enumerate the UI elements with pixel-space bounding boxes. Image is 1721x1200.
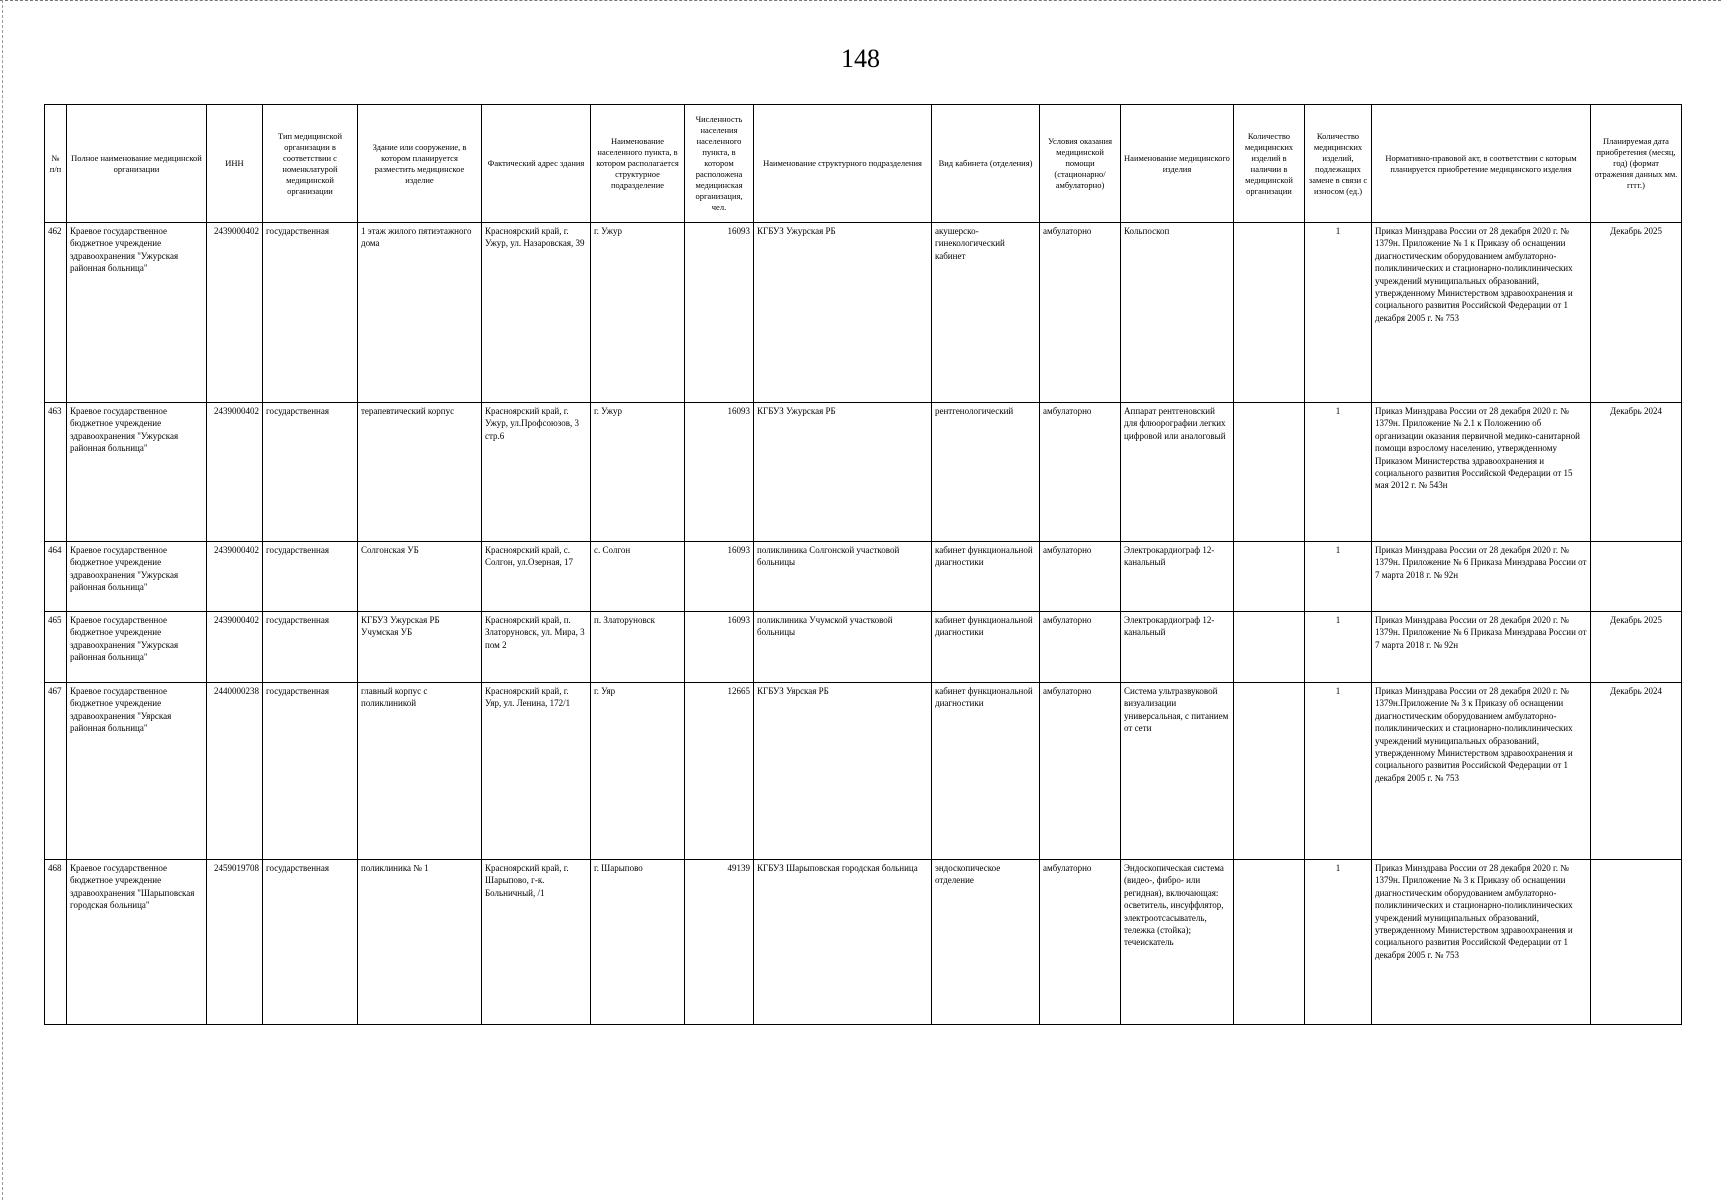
device-name: Электрокардиограф 12-канальный <box>1121 542 1234 612</box>
replace-count: 1 <box>1305 683 1372 860</box>
population: 16093 <box>685 223 754 403</box>
locality: г. Уяр <box>591 683 685 860</box>
header-cell: Здание или сооружение, в котором планируется разместить медицинское изделие <box>358 105 482 223</box>
org-type: государственная <box>263 860 358 1025</box>
table-row <box>45 683 1682 860</box>
header-cell: Полное наименование медицинской организации <box>67 105 207 223</box>
header-cell: ИНН <box>207 105 263 223</box>
header-cell: Планируемая дата приобретения (месяц, год) (формат отражения данных мм. гггг.) <box>1591 105 1682 223</box>
in-stock-count <box>1234 683 1305 860</box>
building: поликлиника № 1 <box>358 860 482 1025</box>
replace-count: 1 <box>1305 612 1372 683</box>
planned-date: Декабрь 2025 <box>1591 612 1682 683</box>
building: КГБУЗ Ужурская РБ Учумская УБ <box>358 612 482 683</box>
legal-act: Приказ Минздрава России от 28 декабря 2020 г. № 1379н.Приложение № 3 к Приказу об оснащении диагностическим оборудованием амбулаторно-поликлинических и стационарно-поликлинических учреждений муниципальных образований, утвержденному Министерством здравоохранения и социального развития Российской Федерации от 1 декабря 2005 г. № 753 <box>1372 683 1591 860</box>
replace-count: 1 <box>1305 542 1372 612</box>
locality: г. Ужур <box>591 223 685 403</box>
org-name: Краевое государственное бюджетное учреждение здравоохранения "Ужурская районная больница" <box>67 403 207 542</box>
header-cell: № п/п <box>45 105 67 223</box>
legal-act: Приказ Минздрава России от 28 декабря 2020 г. № 1379н. Приложение № 6 Приказа Минздрава России от 7 марта 2018 г. № 92н <box>1372 612 1591 683</box>
address: Красноярский край, с. Солгон, ул.Озерная, 17 <box>482 542 591 612</box>
cabinet-type: рентгенологический <box>932 403 1040 542</box>
header-cell: Количество медицинских изделий в наличии в медицинской организации <box>1234 105 1305 223</box>
table-row <box>45 403 1682 542</box>
header-row <box>45 105 1682 223</box>
header-cell: Количество медицинских изделий, подлежащих замене в связи с износом (ед.) <box>1305 105 1372 223</box>
inn: 2459019708 <box>207 860 263 1025</box>
replace-count: 1 <box>1305 860 1372 1025</box>
header-cell: Тип медицинской организации в соответствии с номенклатурой медицинской организации <box>263 105 358 223</box>
in-stock-count <box>1234 542 1305 612</box>
structural-unit: поликлиника Учумской участковой больницы <box>754 612 932 683</box>
row-number: 463 <box>45 403 67 542</box>
population: 16093 <box>685 403 754 542</box>
structural-unit: КГБУЗ Уярская РБ <box>754 683 932 860</box>
locality: г. Шарыпово <box>591 860 685 1025</box>
header-cell: Наименование населенного пункта, в котором располагается структурное подразделение <box>591 105 685 223</box>
address: Красноярский край, г. Шарыпово, г-к. Больничный, /1 <box>482 860 591 1025</box>
planned-date: Декабрь 2024 <box>1591 683 1682 860</box>
table-row <box>45 542 1682 612</box>
care-conditions: амбулаторно <box>1040 683 1121 860</box>
building: главный корпус с поликлиникой <box>358 683 482 860</box>
address: Красноярский край, г. Ужур, ул. Назаровская, 39 <box>482 223 591 403</box>
header-cell: Нормативно-правовой акт, в соответствии с которым планируется приобретение медицинского изделия <box>1372 105 1591 223</box>
cabinet-type: акушерско-гинекологический кабинет <box>932 223 1040 403</box>
planned-date: Декабрь 2024 <box>1591 403 1682 542</box>
legal-act: Приказ Минздрава России от 28 декабря 2020 г. № 1379н. Приложение № 2.1 к Положению об организации оказания первичной медико-санитарной помощи взрослому населению, утвержденному Приказом Министерства здравоохранения и социального развития Российской Федерации от 15 мая 2012 г. № 543н <box>1372 403 1591 542</box>
in-stock-count <box>1234 403 1305 542</box>
org-name: Краевое государственное бюджетное учреждение здравоохранения "Уярская районная больница" <box>67 683 207 860</box>
header-cell: Условия оказания медицинской помощи (стационарно/ амбулаторно) <box>1040 105 1121 223</box>
cabinet-type: кабинет функциональной диагностики <box>932 542 1040 612</box>
building: терапевтический корпус <box>358 403 482 542</box>
inn: 2440000238 <box>207 683 263 860</box>
care-conditions: амбулаторно <box>1040 860 1121 1025</box>
address: Красноярский край, п. Златоруновск, ул. Мира, 3 пом 2 <box>482 612 591 683</box>
in-stock-count <box>1234 860 1305 1025</box>
device-name: Электрокардиограф 12-канальный <box>1121 612 1234 683</box>
cabinet-type: кабинет функциональной диагностики <box>932 612 1040 683</box>
header-cell: Наименование медицинского изделия <box>1121 105 1234 223</box>
org-type: государственная <box>263 223 358 403</box>
population: 16093 <box>685 612 754 683</box>
equipment-table <box>44 104 1682 1025</box>
scan-left-edge <box>2 0 3 1200</box>
population: 49139 <box>685 860 754 1025</box>
in-stock-count <box>1234 612 1305 683</box>
legal-act: Приказ Минздрава России от 28 декабря 2020 г. № 1379н. Приложение № 3 к Приказу об оснащении диагностическим оборудованием амбулаторно-поликлинических и стационарно-поликлинических учреждений муниципальных образований, утвержденному Министерством здравоохранения и социального развития Российской Федерации от 1 декабря 2005 г. № 753 <box>1372 860 1591 1025</box>
org-name: Краевое государственное бюджетное учреждение здравоохранения "Ужурская районная больница" <box>67 223 207 403</box>
org-type: государственная <box>263 683 358 860</box>
table-row <box>45 860 1682 1025</box>
legal-act: Приказ Минздрава России от 28 декабря 2020 г. № 1379н. Приложение № 1 к Приказу об оснащении диагностическим оборудованием амбулаторно-поликлинических и стационарно-поликлинических учреждений муниципальных образований, утвержденному Министерством здравоохранения и социального развития Российской Федерации от 1 декабря 2005 г. № 753 <box>1372 223 1591 403</box>
planned-date <box>1591 860 1682 1025</box>
org-name: Краевое государственное бюджетное учреждение здравоохранения "Ужурская районная больница" <box>67 542 207 612</box>
planned-date: Декабрь 2025 <box>1591 223 1682 403</box>
row-number: 468 <box>45 860 67 1025</box>
row-number: 464 <box>45 542 67 612</box>
org-type: государственная <box>263 612 358 683</box>
inn: 2439000402 <box>207 403 263 542</box>
address: Красноярский край, г. Уяр, ул. Ленина, 172/1 <box>482 683 591 860</box>
replace-count: 1 <box>1305 223 1372 403</box>
care-conditions: амбулаторно <box>1040 542 1121 612</box>
scan-top-edge <box>0 0 1721 3</box>
org-type: государственная <box>263 403 358 542</box>
header-cell: Численность населения населенного пункта, в котором расположена медицинская организация, чел. <box>685 105 754 223</box>
page-number: 148 <box>841 44 880 73</box>
in-stock-count <box>1234 223 1305 403</box>
org-type: государственная <box>263 542 358 612</box>
planned-date <box>1591 542 1682 612</box>
population: 16093 <box>685 542 754 612</box>
building: 1 этаж жилого пятиэтажного дома <box>358 223 482 403</box>
device-name: Система ультразвуковой визуализации универсальная, с питанием от сети <box>1121 683 1234 860</box>
structural-unit: КГБУЗ Ужурская РБ <box>754 403 932 542</box>
structural-unit: поликлиника Солгонской участковой больницы <box>754 542 932 612</box>
table-row <box>45 612 1682 683</box>
locality: г. Ужур <box>591 403 685 542</box>
row-number: 467 <box>45 683 67 860</box>
address: Красноярский край, г. Ужур, ул.Профсоюзов, 3 стр.6 <box>482 403 591 542</box>
inn: 2439000402 <box>207 612 263 683</box>
locality: п. Златоруновск <box>591 612 685 683</box>
structural-unit: КГБУЗ Ужурская РБ <box>754 223 932 403</box>
device-name: Аппарат рентгеновский для флюорографии легких цифровой или аналоговый <box>1121 403 1234 542</box>
legal-act: Приказ Минздрава России от 28 декабря 2020 г. № 1379н. Приложение № 6 Приказа Минздрава России от 7 марта 2018 г. № 92н <box>1372 542 1591 612</box>
locality: с. Солгон <box>591 542 685 612</box>
device-name: Кольпоскоп <box>1121 223 1234 403</box>
care-conditions: амбулаторно <box>1040 223 1121 403</box>
device-name: Эндоскопическая система (видео-, фибро- или регидная), включающая: осветитель, инсуффлятор, электроотсасыватель, тележка (стойка); течеискатель <box>1121 860 1234 1025</box>
building: Солгонская УБ <box>358 542 482 612</box>
org-name: Краевое государственное бюджетное учреждение здравоохранения "Шарыповская городская больница" <box>67 860 207 1025</box>
cabinet-type: кабинет функциональной диагностики <box>932 683 1040 860</box>
inn: 2439000402 <box>207 223 263 403</box>
care-conditions: амбулаторно <box>1040 612 1121 683</box>
row-number: 462 <box>45 223 67 403</box>
care-conditions: амбулаторно <box>1040 403 1121 542</box>
org-name: Краевое государственное бюджетное учреждение здравоохранения "Ужурская районная больница" <box>67 612 207 683</box>
header-cell: Фактический адрес здания <box>482 105 591 223</box>
structural-unit: КГБУЗ Шарыповская городская больница <box>754 860 932 1025</box>
cabinet-type: эндоскопическое отделение <box>932 860 1040 1025</box>
header-cell: Вид кабинета (отделения) <box>932 105 1040 223</box>
population: 12665 <box>685 683 754 860</box>
header-cell: Наименование структурного подразделения <box>754 105 932 223</box>
replace-count: 1 <box>1305 403 1372 542</box>
table-row <box>45 223 1682 403</box>
row-number: 465 <box>45 612 67 683</box>
inn: 2439000402 <box>207 542 263 612</box>
